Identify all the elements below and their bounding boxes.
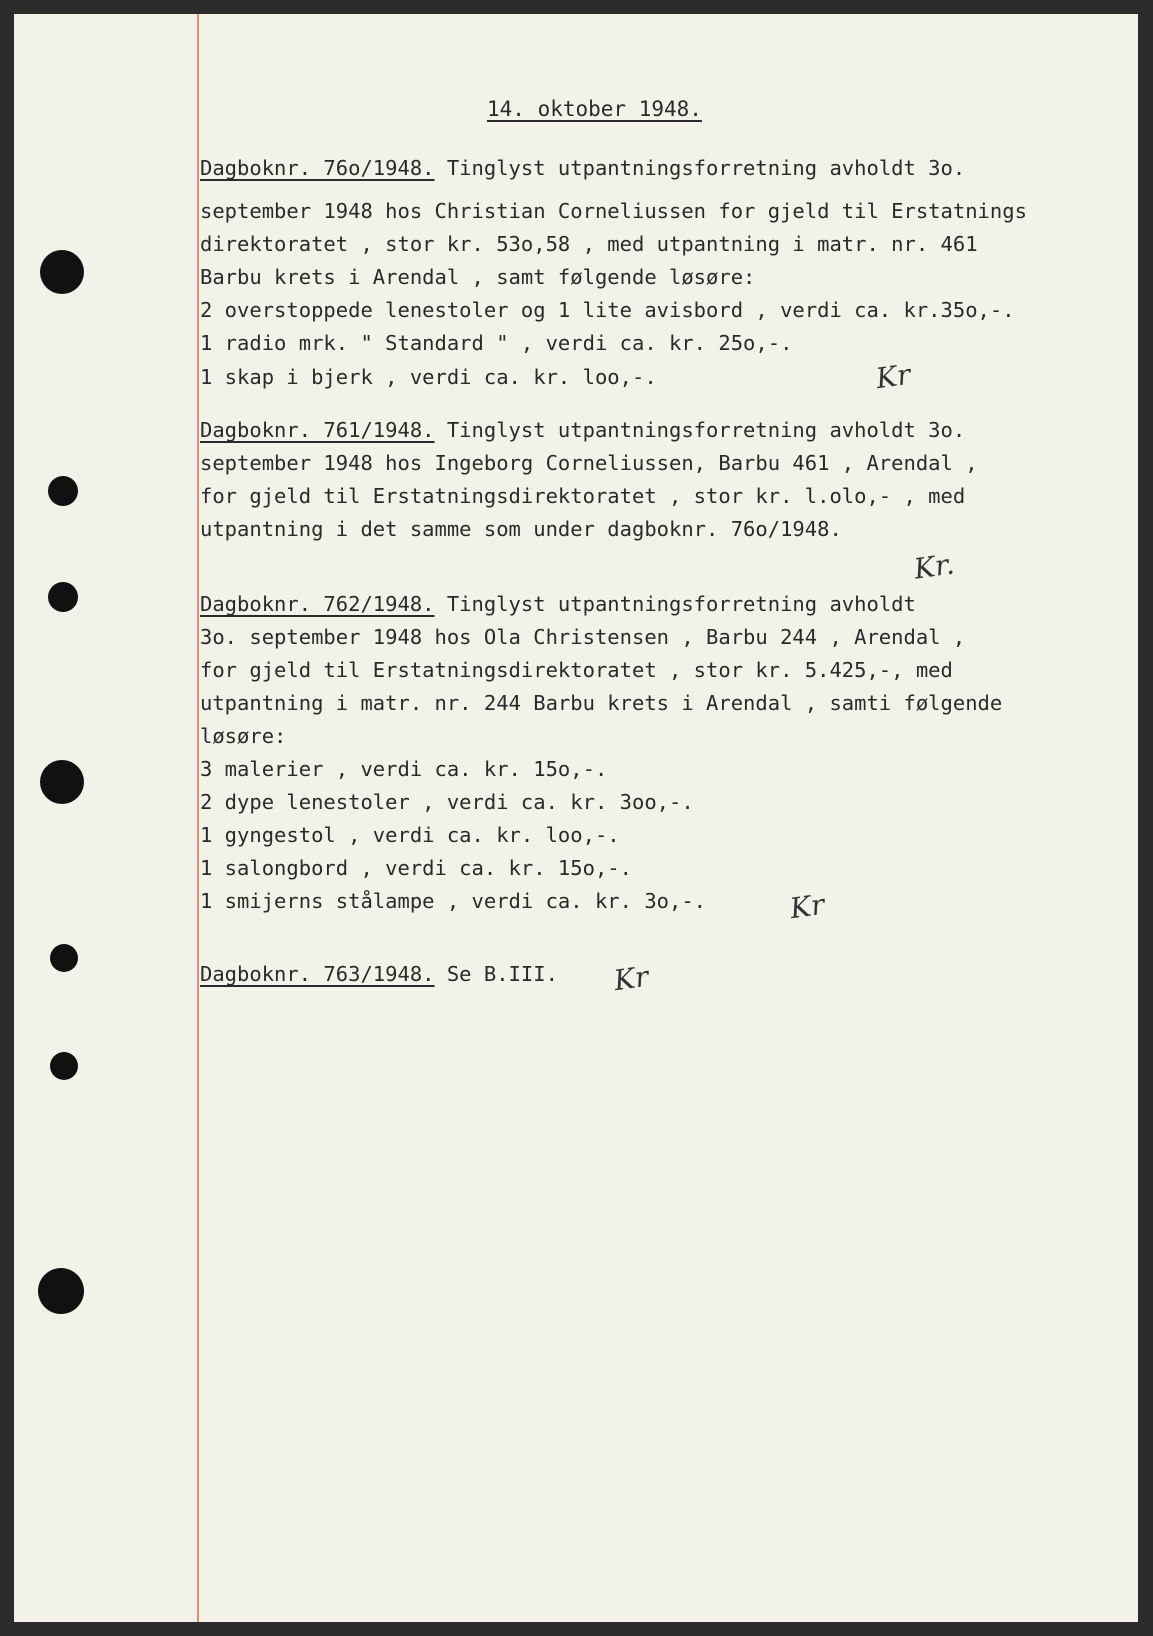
handwritten-initials: Kr [611,959,651,998]
entry-line: utpantning i det samme som under dagboknr. 76o/1948. [200,517,842,541]
handwritten-initials: Kr. [911,547,957,586]
handwritten-initials: Kr [787,887,827,926]
punch-hole [38,1268,84,1314]
entry-763 [200,961,558,987]
entry-ref: Dagboknr. 76o/1948. [200,156,435,180]
entry-line: løsøre: [200,724,287,748]
entry-line: 2 dype lenestoler , verdi ca. kr. 3oo,-. [200,790,694,814]
entry-line: direktoratet , stor kr. 53o,58 , med utpantning i matr. nr. 461 [200,232,978,256]
entry-762 [200,591,916,617]
entry-line: 1 radio mrk. " Standard " , verdi ca. kr. 25o,-. [200,331,793,355]
entry-line: Tinglyst utpantningsforretning avholdt 3o. [446,418,966,442]
margin-line [197,14,199,1622]
entry-761 [200,417,965,443]
document-date: 14. oktober 1948. [487,97,702,121]
entry-line: september 1948 hos Ingeborg Corneliussen, Barbu 461 , Arendal , [200,451,978,475]
entry-line: 3o. september 1948 hos Ola Christensen , Barbu 244 , Arendal , [200,625,966,649]
handwritten-initials: Kr [873,357,913,396]
entry-ref: Dagboknr. 762/1948. [200,592,435,616]
punch-hole [40,760,84,804]
entry-line: 3 malerier , verdi ca. kr. 15o,-. [200,757,608,781]
punch-hole [50,1052,78,1080]
entry-line: Tinglyst utpantningsforretning avholdt 3o. [446,156,966,180]
entry-line: for gjeld til Erstatningsdirektoratet , stor kr. 5.425,-, med [200,658,953,682]
entry-line: 1 smijerns stålampe , verdi ca. kr. 3o,-. [200,889,707,913]
entry-line: 1 skap i bjerk , verdi ca. kr. loo,-. [200,365,657,389]
entry-760 [200,155,965,181]
entry-line: 1 salongbord , verdi ca. kr. 15o,-. [200,856,632,880]
entry-line: utpantning i matr. nr. 244 Barbu krets i Arendal , samti følgende [200,691,1003,715]
document-page [14,14,1138,1622]
entry-ref: Dagboknr. 761/1948. [200,418,435,442]
punch-hole [50,944,78,972]
entry-line: september 1948 hos Christian Corneliussen for gjeld til Erstatnings [200,199,1027,223]
entry-ref: Dagboknr. 763/1948. [200,962,435,986]
entry-line: Barbu krets i Arendal , samt følgende løsøre: [200,265,756,289]
entry-line: Se B.III. [446,962,558,986]
entry-line: Tinglyst utpantningsforretning avholdt [446,592,916,616]
entry-line: for gjeld til Erstatningsdirektoratet , stor kr. l.olo,- , med [200,484,966,508]
entry-line: 1 gyngestol , verdi ca. kr. loo,-. [200,823,620,847]
entry-line: 2 overstoppede lenestoler og 1 lite avisbord , verdi ca. kr.35o,-. [200,298,1015,322]
